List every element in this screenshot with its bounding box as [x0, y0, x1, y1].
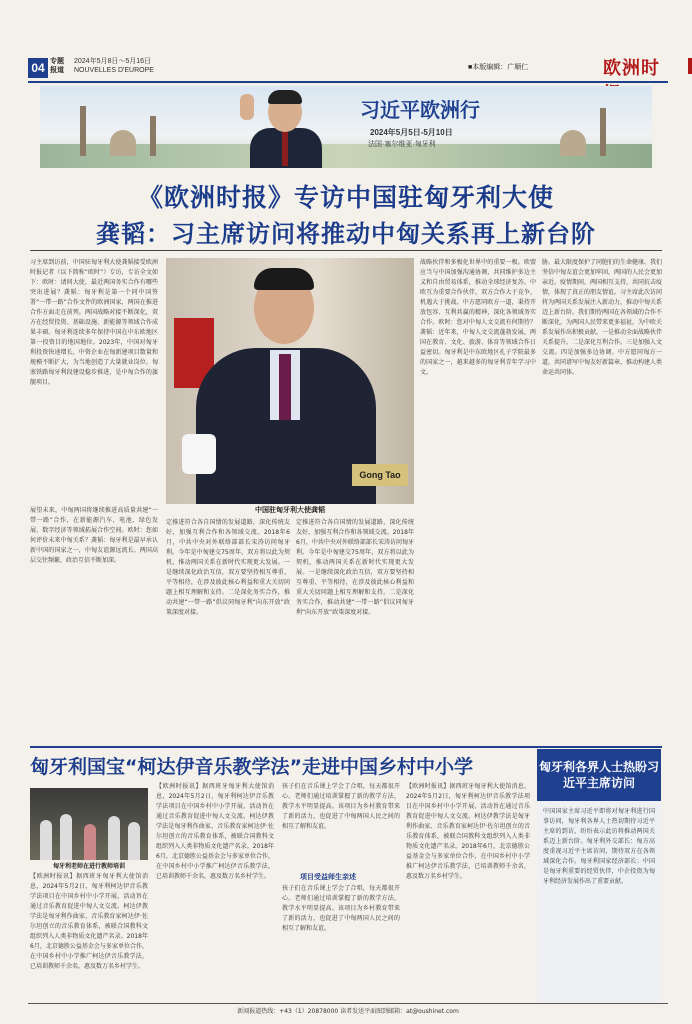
section-label: 专题报道 — [50, 58, 64, 74]
story-column-4: 【欧洲时报讯】据西班牙匈牙利大使馆消息，2024年5月2日，匈牙利柯达伊音乐教学法项目在中国乡村中小学开展，活动旨在通过音乐教育促进中匈人文交流。柯达伊教学法是匈牙利作曲家、音乐教育家柯达伊·佐尔坦创立的音乐教育体系，被联合国教科文组织列入人类非物质文化遗产名录。2018年6月，北京德胜公益基金会与多家单位合作，在中国乡村中小学推广柯达伊音乐教学法，已培训教师千余名，惠及数万名乡村学生。 — [406, 783, 530, 880]
banner — [40, 86, 652, 168]
banner-portrait — [230, 88, 350, 168]
article-column-3: 战略伙伴和多极化世界中的重要一极。欧盟应当与中国加强沟通协调，共同维护多边主义和自由贸易体系，推动全球经济复苏。中欧互为重要合作伙伴，双方合作大于竞争，机遇大于挑战。中方愿同欧方一道，秉持开放包容、互利共赢的精神，深化各领域务实合作。欧时：您对中匈人文交流有何期待？龚韬：近年来，中匈人文交流蓬勃发展，两国在教育、文化、旅游、体育等领域合作日益密切。匈牙利是中东欧地区孔子学院最多的国家之一，越来越多的匈牙利青年学习中文。 — [420, 259, 536, 376]
banner-dates: 2024年5月5日-5月10日 — [370, 128, 453, 137]
story-subheading: 项目受益师生亲述 — [300, 873, 356, 881]
story-column-3b: 孩子们在音乐课上学会了合唱，每天都很开心。老师们通过培训掌握了新的教学方法，教学水平明显提高。该项目为乡村教育带来了新的活力，也促进了中匈两国人民之间的相互了解和友谊。 — [282, 885, 400, 932]
ambassador-photo — [166, 258, 414, 504]
photo-hair — [254, 268, 314, 290]
article-column-1: 习主席到访前，中国驻匈牙利大使龚韬接受欧洲时报记者（以下简称“欧时”）专访，专访全文如下：欧时：请问大使，最近两国务实合作有哪些突出进展？龚韬：匈牙利是第一个同中国签署“一带一路”合作文件的欧洲国家，两国在推进合作方面走在前列。两国战略对接不断深化，双方在经贸投资、基础设施、新能源等领域合作成果丰硕。匈牙利连续多年保持中国在中东欧地区第一投资目的地国地位。2023年，中国对匈牙利投资快速增长，中资企业在匈新建项目数量和规模不断扩大，为当地创造了大量就业岗位。匈塞铁路匈牙利段建设稳步推进，是中匈合作的旗舰项目。 — [30, 259, 158, 386]
story-column-1: 【欧洲时报讯】据西班牙匈牙利大使馆消息，2024年5月2日，匈牙利柯达伊音乐教学法项目在中国乡村中小学开展，活动旨在通过音乐教育促进中匈人文交流。柯达伊教学法是匈牙利作曲家、音乐教育家柯达伊·佐尔坦创立的音乐教育体系，被联合国教科文组织列入人类非物质文化遗产名录。2018年6月，北京德胜公益基金会与多家单位合作，在中国乡村中小学推广柯达伊音乐教学法，已培训教师千余名，惠及数万名乡村学生。 — [30, 873, 148, 970]
banner-cities: 法国·塞尔维亚·匈牙利 — [368, 141, 436, 148]
landmark-dome — [110, 130, 136, 156]
section-divider — [30, 746, 662, 748]
banner-title: 习近平欧洲行 — [360, 98, 480, 122]
masthead: 欧洲时 — [603, 58, 660, 79]
teacup — [182, 434, 216, 474]
portrait-tie — [282, 130, 288, 166]
portrait-hand — [240, 94, 254, 120]
footer: 新闻报道热线：+43（1）20878000 读者发送平面图到邮箱：at@oushinet.com — [28, 1003, 668, 1015]
landmark-tower — [80, 106, 86, 156]
photo-tie — [279, 354, 291, 420]
photo-person — [84, 824, 96, 860]
article-column-4: 胁。最大限度保护了同胞们的生命健康。我们坚信中匈友谊会更加牢固，两国的人民会更加亲近。疫情期间，两国相互支持，共同抗击疫情，体现了真正的朋友情谊。习主席此次访问将为两国关系发展注入新动力，推动中匈关系迈上新台阶。我们期待两国在各领域的合作不断深化，为两国人民带来更多福祉，为中欧关系发展作出积极贡献。一是推动全面战略伙伴关系提升。二是深化互利合作。三是加强人文交流。四是加强多边协调。中方愿同匈方一道，共同谱写中匈友好新篇章，推动构建人类命运共同体。 — [542, 259, 662, 376]
headline-1: 《欧洲时报》专访中国驻匈牙利大使 — [137, 183, 554, 212]
photo-caption: 中国驻匈牙利大使龚韬 — [255, 506, 325, 514]
issue-dates: 2024年5月8日～5月16日 NOUVELLES D'EUROPE — [74, 58, 154, 74]
sidebar-title: 匈牙利各界人士热盼习近平主席访问 — [537, 749, 661, 801]
headline-3: 匈牙利国宝“柯达伊音乐教学法”走进中国乡村中小学 — [30, 756, 473, 778]
photo-person — [128, 822, 140, 860]
photo-person — [60, 814, 72, 860]
story-column-3: 孩子们在音乐课上学会了合唱，每天都很开心。老师们通过培训掌握了新的教学方法，教学水平明显提高。该项目为乡村教育带来了新的活力，也促进了中匈两国人民之间的相互了解和友谊。 — [282, 783, 400, 830]
photo-person — [108, 816, 120, 860]
story-column-2: 【欧洲时报讯】据西班牙匈牙利大使馆消息，2024年5月2日，匈牙利柯达伊音乐教学法项目在中国乡村中小学开展，活动旨在通过音乐教育促进中匈人文交流。柯达伊教学法是匈牙利作曲家、音乐教育家柯达伊·佐尔坦创立的音乐教育体系，被联合国教科文组织列入人类非物质文化遗产名录。2018年6月，北京德胜公益基金会与多家单位合作，在中国乡村中小学推广柯达伊音乐教学法，已培训教师千余名，惠及数万名乡村学生。 — [156, 783, 274, 880]
page-number: 04 — [28, 58, 48, 78]
nameplate: Gong Tao — [352, 464, 408, 486]
page-header — [28, 54, 668, 80]
portrait-hair — [268, 90, 302, 104]
landmark-dome — [560, 130, 586, 156]
header-rule — [28, 81, 668, 83]
divider — [30, 250, 662, 251]
training-photo — [30, 788, 148, 860]
editor-credit: ■本版编辑：广顺仁 — [468, 64, 529, 71]
landmark-tower — [600, 108, 606, 156]
masthead-badge — [688, 58, 692, 74]
article-column-2b: 定推进符合各自国情的发展道路，深化传统友好，加强互利合作和各领域交流。2018年6月，中共中央对外联络部部长宋涛访问匈牙利。今年是中匈建交75周年，双方将以此为契机，推动两国关系在新时代实现更大发展。一是继续深化政治互信，双方要坚持相互尊重、平等相待，在涉及彼此核心利益和重大关切问题上相互理解和支持。二是深化务实合作，推动共建“一带一路”倡议同匈牙利“向东开放”政策深度对接。 — [296, 519, 414, 616]
headline-2: 龚韬：习主席访问将推动中匈关系再上新台阶 — [96, 220, 596, 248]
sidebar-box — [537, 749, 661, 1002]
article-column-1b: 展望未来，中匈两国将继续推进高质量共建“一带一路”合作，在新能源汽车、电池、绿色发展、数字经济等领域拓展合作空间。欧时：您如何评价未来中匈关系？龚韬：匈牙利是最早承认新中国的国家之一，中匈友谊源远流长。两国高层交往频繁，政治互信不断加深。 — [30, 507, 158, 564]
sidebar-text: 中国国家主席习近平即将对匈牙利进行国事访问，匈牙利各界人士热切期待习近平主席的到访，纷纷表示此访将推动两国关系迈上新台阶。匈牙利外交部长：匈方高度重视习近平主席访问，期待双方在各领域深化合作。匈牙利国家经济部长：中国是匈牙利重要的经贸伙伴，中企投资为匈牙利经济发展作出了重要贡献。 — [543, 808, 655, 885]
landmark-tower — [150, 116, 156, 156]
photo-person — [40, 820, 52, 860]
photo-caption: 匈牙利老师在进行教师培训 — [52, 863, 125, 870]
article-column-2: 定推进符合各自国情的发展道路，深化传统友好，加强互利合作和各领域交流。2018年6月，中共中央对外联络部部长宋涛访问匈牙利。今年是中匈建交75周年，双方将以此为契机，推动两国关系在新时代实现更大发展。一是继续深化政治互信，双方要坚持相互尊重、平等相待，在涉及彼此核心利益和重大关切问题上相互理解和支持。二是深化务实合作，推动共建“一带一路”倡议同匈牙利“向东开放”政策深度对接。 — [166, 519, 290, 616]
